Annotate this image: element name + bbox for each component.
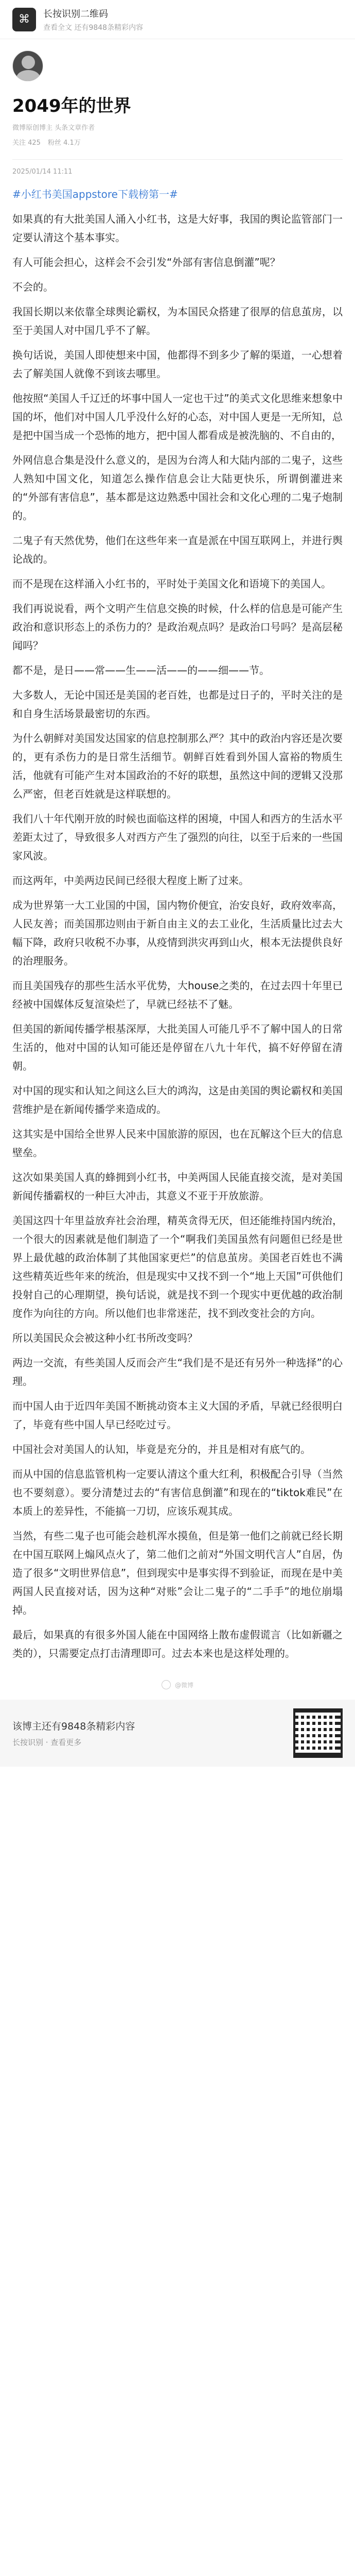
hashtag-link[interactable]: #小红书美国appstore下载榜第一# (12, 188, 178, 200)
article-paragraph: 而中国人由于近四年美国不断挑动资本主义大国的矛盾，早就已经很明白了，毕竟有些中国人早已经吃过亏。 (12, 1400, 343, 1431)
bottom-banner-subtitle: 长按识别 · 查看更多 (12, 1738, 82, 1747)
article-paragraph: 外网信息合集是没什么意义的，是因为台湾人和大陆内部的二鬼子，这些人熟知中国文化，知道怎么操作信息会让大陆更快乐，所谓倒灌进来的“外部有害信息”，基本都是这边熟悉中国社会和文化心理的二鬼子炮制的。 (12, 454, 343, 522)
banner-title: 长按识别二维码 (43, 8, 108, 20)
article-paragraph: 对中国的现实和认知之间这么巨大的鸿沟，这是由美国的舆论霸权和美国营维护是在新闻传播学来造成的。 (12, 1084, 343, 1115)
article-paragraph: 他按照“美国人千辽迁的坏事中国人一定也干过”的美式文化思维来想象中国的坏，他们对中国人几乎没什么好的心态，对中国人更是一无所知，总是把中国当成一个恐怖的地方，把中国人都看成是被洗脑的、不自由的， (12, 392, 343, 442)
qr-scan-icon: ⌘ (12, 8, 36, 31)
article-paragraph: 都不是，是日——常——生——活——的——细——节。 (12, 664, 270, 676)
article-paragraph: 这其实是中国给全世界人民来中国旅游的原因，也在瓦解这个巨大的信息壁垒。 (12, 1128, 343, 1159)
article-paragraph: 美国这四十年里益放弃社会治理，精英贪得无厌，但还能维持国内统治，一个很大的因素就是他们制造了一个“啊我们美国虽然有问题但已经是世界上最优越的政治体制了其他国家更烂”的信息茧房。美国老百姓也不满这些精英近些年来的统治，但是现实中又找不到一个“地上天国”可供他们投射自己的心理期望，换句话说，就是找不到一个现实中更优越的政治制度作为向往的方向。所以他们也非常迷茫，找不到改变社会的方向。 (12, 1214, 343, 1319)
article-paragraph: 而不是现在这样涌入小红书的，平时处于美国文化和语境下的美国人。 (12, 578, 331, 590)
bottom-banner[interactable] (0, 1700, 355, 1767)
article-paragraph: 有人可能会担心，这样会不会引发“外部有害信息倒灌”呢？ (12, 256, 280, 268)
banner-subtitle: 查看全文 还有9848条精彩内容 (43, 23, 144, 32)
page-title: 2049年的世界 (12, 96, 131, 116)
footer-source: @微博 (174, 1681, 193, 1689)
article-paragraph: 但美国的新闻传播学根基深厚，大批美国人可能几乎不了解中国人的日常生活的，他对中国的认知可能还是停留在八九十年代，搞不好停留在清朝。 (12, 1023, 343, 1072)
article-paragraph: 如果真的有大批美国人涌入小红书，这是大好事，我国的舆论监管部门一定要认清这个基本事实。 (12, 213, 343, 244)
article-body (0, 185, 355, 1663)
article-paragraph: 为什么朝鲜对美国发达国家的信息控制那么严？其中的政治内容还是次要的，更有杀伤力的是日常生活细节。朝鲜百姓看到外国人富裕的物质生活，他就有可能产生对本国政治的不好的联想，虽然这中间的逻辑又没那么严密，但老百姓就是这样联想的。 (12, 732, 343, 800)
article-paragraph: 中国社会对美国人的认知，毕竟是充分的，并且是相对有底气的。 (12, 1443, 311, 1455)
article-paragraph: 而这两年，中美两边民间已经很大程度上断了过来。 (12, 874, 249, 887)
post-date: 2025/01/14 11:11 (12, 168, 73, 176)
following-count: 关注 425 (12, 139, 41, 147)
article-paragraph: 我国长期以来依靠全球舆论霸权，为本国民众搭建了很厚的信息茧房，以至于美国人对中国几乎不了解。 (12, 306, 343, 336)
author-stats (12, 137, 343, 147)
article-paragraph: 而且美国残存的那些生活水平优势，大house之类的，在过去四十年里已经被中国媒体反复渲染烂了，早就已经祛不了魅。 (12, 979, 343, 1010)
article-header (0, 39, 355, 152)
article-paragraph: 我们再说说看，两个文明产生信息交换的时候，什么样的信息是可能产生政治和意识形态上的杀伤力的？是政治观点吗？是政治口号吗？是高层秘闻吗？ (12, 602, 343, 652)
author-meta: 微博原创博主 头条文章作者 (12, 124, 95, 132)
article-paragraph: 换句话说，美国人即使想来中国，他都得不到多少了解的渠道，一心想着去了解美国人就像不到该去哪里。 (12, 349, 343, 380)
article-paragraph: 二鬼子有天然优势，他们在这些年来一直是派在中国互联网上，并进行舆论战的。 (12, 534, 343, 565)
article-paragraph: 两边一交流，有些美国人反而会产生“我们是不是还有另外一种选择”的心理。 (12, 1357, 343, 1387)
qr-code-icon[interactable] (293, 1708, 343, 1758)
bottom-banner-title: 该博主还有9848条精彩内容 (12, 1721, 135, 1732)
article-paragraph: 当然，有些二鬼子也可能会趁机浑水摸鱼，但是第一他们之前就已经长期在中国互联网上煽风点火了，第二他们之前对“外国文明代言人”自居，伪造了很多“文明世界信息”，但到现实中是事实得不到验证，而现在是中美两国人民直接对话，因为这种“对账”会让二鬼子的“二手手”的地位崩塌掉。 (12, 1530, 343, 1616)
follower-count: 粉丝 4.1万 (47, 139, 81, 147)
article-paragraph: 大多数人，无论中国还是美国的老百姓，也都是过日子的，平时关注的是和自身生活场景最密切的东西。 (12, 689, 343, 720)
article-paragraph: 我们八十年代刚开放的时候也面临这样的困境，中国人和西方的生活水平差距太过了，导致很多人对西方产生了强烈的向往，以至于后来的一些国家风波。 (12, 812, 343, 862)
footer-note (0, 1680, 355, 1689)
banner-text (43, 7, 143, 32)
weibo-icon (162, 1680, 171, 1689)
article-paragraph: 成为世界第一大工业国的中国，国内物价便宜，治安良好，政府效率高，人民友善；而美国那边则由于新自由主义的去工业化，生活质量比过去大幅下降，政府只收税不办事，从疫情到洪灾再到山火，根本无法提供良好的治理服务。 (12, 899, 343, 967)
article-paragraph: 不会的。 (12, 281, 54, 293)
article-paragraph: 而从中国的信息监管机构一定要认清这个重大红利，积极配合引导（当然也不要刻意）。要分清楚过去的“有害信息倒灌”和现在的“tiktok难民”在本质上的差异性，不能搞一刀切，应该乐观其成。 (12, 1468, 343, 1517)
article-paragraph: 这次如果美国人真的蜂拥到小红书，中美两国人民能直接交流，是对美国新闻传播霸权的一种巨大冲击，其意义不亚于开放旅游。 (12, 1171, 343, 1202)
bottom-banner-text (12, 1719, 135, 1748)
article-paragraph: 所以美国民众会被这种小红书所改变吗？ (12, 1332, 198, 1344)
top-banner[interactable] (0, 0, 355, 39)
article-paragraph: 最后，如果真的有很多外国人能在中国网络上散布虚假谎言（比如新疆之类的），只需要定点打击清理即可。过去本来也是这样处理的。 (12, 1629, 343, 1659)
avatar[interactable] (12, 50, 43, 81)
